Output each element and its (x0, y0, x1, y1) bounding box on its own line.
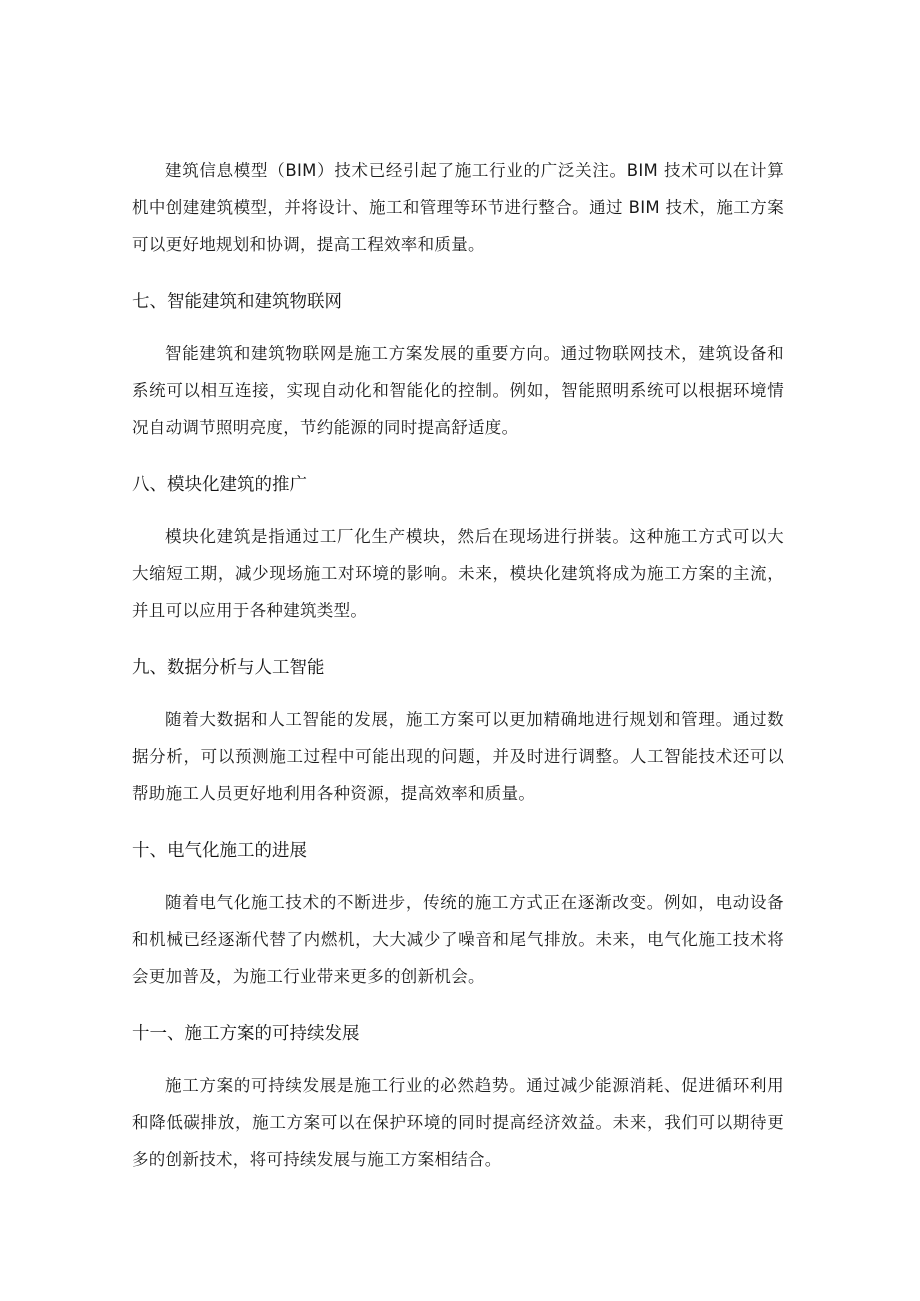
section-paragraph-7: 智能建筑和建筑物联网是施工方案发展的重要方向。通过物联网技术，建筑设备和系统可以相互连接，实现自动化和智能化的控制。例如，智能照明系统可以根据环境情况自动调节照明亮度，节约能源的同时提高舒适度。 (132, 344, 784, 437)
section-paragraph-9: 随着大数据和人工智能的发展，施工方案可以更加精确地进行规划和管理。通过数据分析，可以预测施工过程中可能出现的问题，并及时进行调整。人工智能技术还可以帮助施工人员更好地利用各种资源，提高效率和质量。 (132, 710, 784, 803)
section-heading-9: 九、数据分析与人工智能 (132, 658, 325, 678)
intro-paragraph: 建筑信息模型（BIM）技术已经引起了施工行业的广泛关注。BIM 技术可以在计算机中创建建筑模型，并将设计、施工和管理等环节进行整合。通过 BIM 技术，施工方案可以更好地规划和协调，提高工程效率和质量。 (132, 161, 784, 254)
section-paragraph-8: 模块化建筑是指通过工厂化生产模块，然后在现场进行拼装。这种施工方式可以大大缩短工期，减少现场施工对环境的影响。未来，模块化建筑将成为施工方案的主流，并且可以应用于各种建筑类型。 (132, 527, 784, 620)
section-heading-11: 十一、施工方案的可持续发展 (132, 1024, 360, 1044)
section-heading-8: 八、模块化建筑的推广 (132, 475, 307, 495)
section-paragraph-11: 施工方案的可持续发展是施工行业的必然趋势。通过减少能源消耗、促进循环利用和降低碳排放，施工方案可以在保护环境的同时提高经济效益。未来，我们可以期待更多的创新技术，将可持续发展与施工方案相结合。 (132, 1076, 784, 1169)
section-heading-7: 七、智能建筑和建筑物联网 (132, 292, 342, 312)
document-page (132, 152, 784, 1178)
section-heading-10: 十、电气化施工的进展 (132, 841, 307, 861)
section-paragraph-10: 随着电气化施工技术的不断进步，传统的施工方式正在逐渐改变。例如，电动设备和机械已经逐渐代替了内燃机，大大减少了噪音和尾气排放。未来，电气化施工技术将会更加普及，为施工行业带来更多的创新机会。 (132, 893, 784, 986)
